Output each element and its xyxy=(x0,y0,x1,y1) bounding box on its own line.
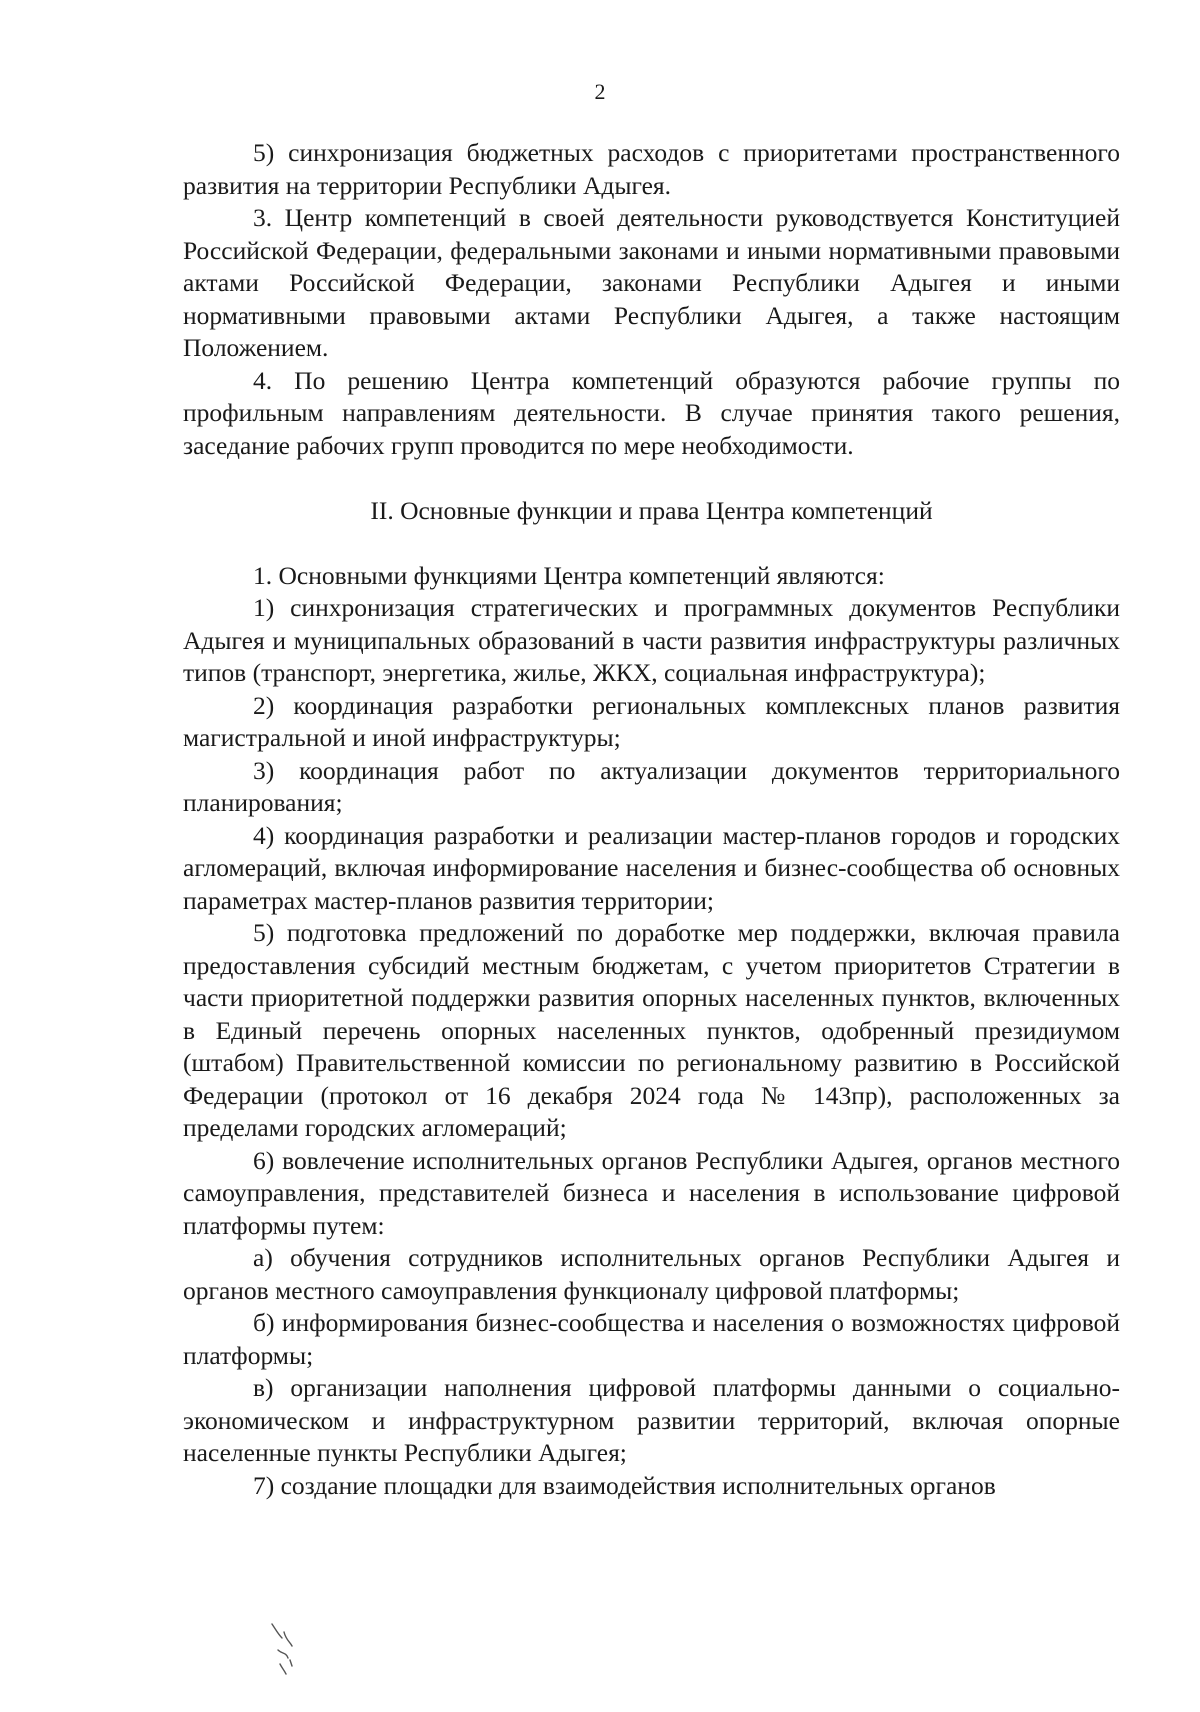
paragraph-function-2: 2) координация разработки региональных комплексных планов развития магистральной и иной инфраструктуры; xyxy=(183,690,1120,752)
paragraph-function-6b: б) информирования бизнес-сообщества и населения о возможностях цифровой платформы; xyxy=(183,1308,1120,1370)
paragraph-function-6: 6) вовлечение исполнительных органов Республики Адыгея, органов местного самоуправления, представителей бизнеса и населения в использование цифровой платформы путем: xyxy=(183,1145,1120,1240)
pen-mark-icon xyxy=(268,1620,308,1680)
paragraph-function-7: 7) создание площадки для взаимодействия исполнительных органов xyxy=(253,1470,996,1500)
paragraph-function-1: 1) синхронизация стратегических и программных документов Республики Адыгея и муниципальных образований в части развития инфраструктуры различных типов (транспорт, энергетика, жилье, ЖКХ, социальная инфраструктура); xyxy=(183,593,1120,687)
paragraph-clause-1-functions-intro: 1. Основными функциями Центра компетенций являются: xyxy=(253,560,885,590)
paragraph-clause-4-working-groups: 4. По решению Центра компетенций образуются рабочие группы по профильным направлениям деятельности. В случае принятия такого решения, заседание рабочих групп проводится по мере необходимости. xyxy=(183,365,1120,460)
section-heading: II. Основные функции и права Центра компетенций xyxy=(370,496,933,525)
paragraph-clause-3-legal-basis: 3. Центр компетенций в своей деятельности руководствуется Конституцией Российской Федерации, федеральными законами и иными нормативными правовыми актами Российской Федерации, законами Республики Адыгея и иными нормативными правовыми актами Республики Адыгея, а также настоящим Положением. xyxy=(183,203,1120,362)
page-number: 2 xyxy=(594,79,606,104)
paragraph-function-6v: в) организации наполнения цифровой платформы данными о социально-экономическом и инфраструктурном развитии территорий, включая опорные населенные пункты Республики Адыгея; xyxy=(183,1373,1120,1467)
paragraph-function-5: 5) подготовка предложений по доработке мер поддержки, включая правила предоставления субсидий местным бюджетам, с учетом приоритетов Стратегии в части приоритетной поддержки развития опорных населенных пунктов, включенных в Единый перечень опорных населенных пунктов, одобренный президиумом (штабом) Правительственной комиссии по региональному развитию в Российской Федерации (протокол от 16 декабря 2024 года № 143пр), расположенных за пределами городских агломераций; xyxy=(183,918,1120,1142)
paragraph-function-4: 4) координация разработки и реализации мастер-планов городов и городских агломераций, включая информирование населения и бизнес-сообщества об основных параметрах мастер-планов развития территории; xyxy=(183,820,1120,915)
document-body xyxy=(183,137,1120,1502)
paragraph-item-5-sync-budget: 5) синхронизация бюджетных расходов с приоритетами пространственного развития на территории Республики Адыгея. xyxy=(183,138,1120,200)
paragraph-function-3: 3) координация работ по актуализации документов территориального планирования; xyxy=(183,755,1120,817)
paragraph-function-6a: а) обучения сотрудников исполнительных органов Республики Адыгея и органов местного самоуправления функционалу цифровой платформы; xyxy=(183,1243,1120,1305)
